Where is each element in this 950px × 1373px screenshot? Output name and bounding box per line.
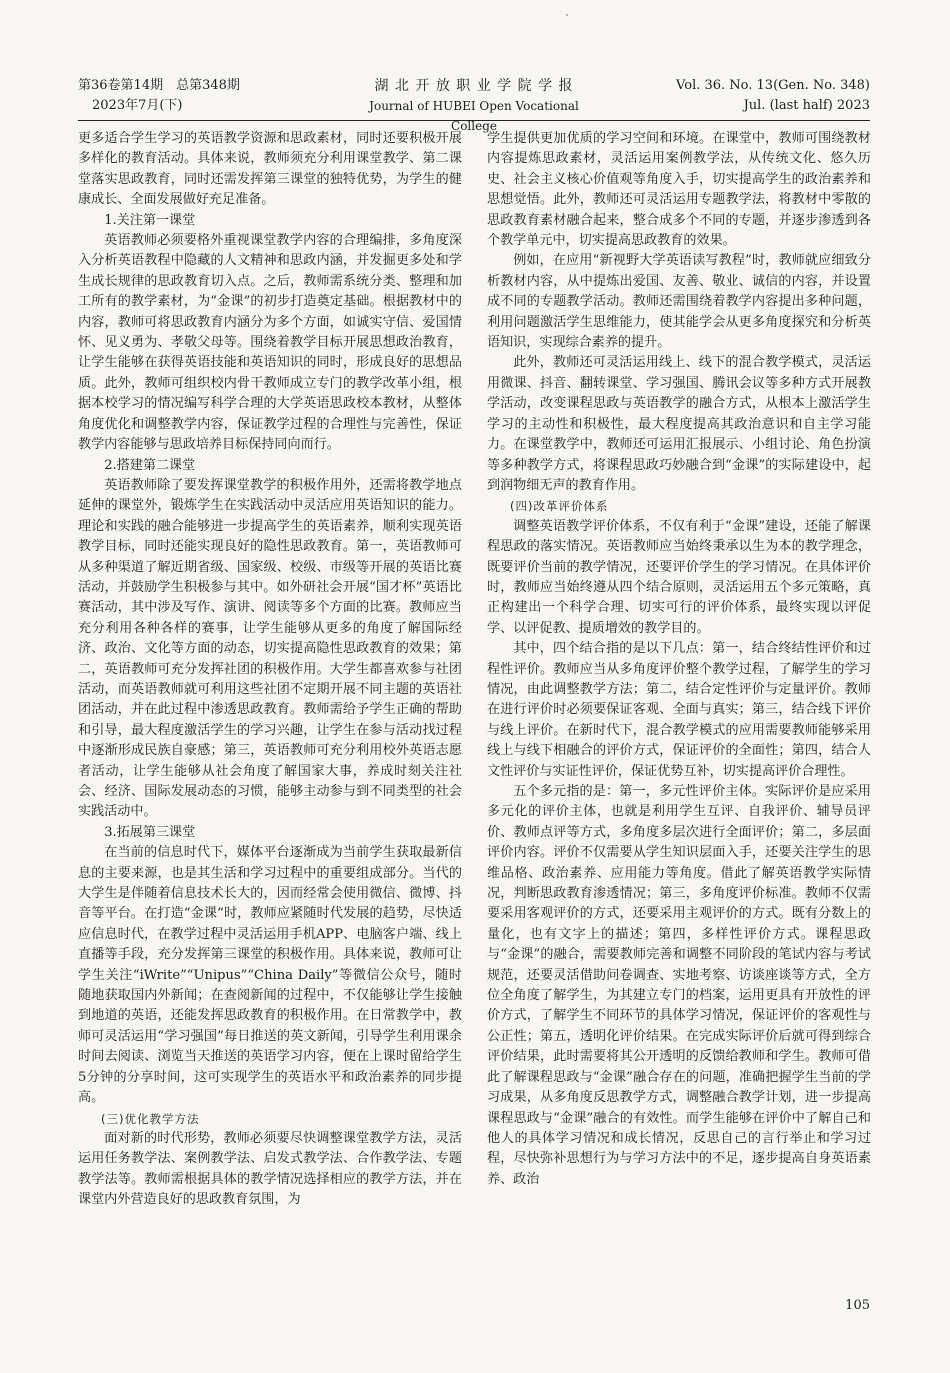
paragraph: 此外，教师还可灵活运用线上、线下的混合教学模式，灵活运用微课、抖音、翻转课堂、学习强国、腾讯会议等多种方式开展教学活动，改变课程思政与英语教学的融合方式，从根本上激活学生学习的主动性和积极性，最大程度提高其政治意识和自主学习能力。在课堂教学中，教师还可运用汇报展示、小组讨论、角色扮演等多种教学方式，将课程思政巧妙融合到“金课”的实际建设中，起到润物细无声的教育作用。 xyxy=(487,355,871,493)
issue-date-en: Jul. (last half) 2023 xyxy=(743,98,870,113)
subsection-heading: (四)改革评价体系 xyxy=(510,499,609,514)
paragraph: 面对新的时代形势，教师必须要尽快调整课堂教学方法，灵活运用任务教学法、案例教学法、启发式教学法、合作教学法、专题教学法等。教师需根据具体的教学情况选择相应的教学方法，并在课堂内外营造良好的思政教育氛围，为 xyxy=(78,1130,462,1208)
volume-issue-en: Vol. 36. No. 13(Gen. No. 348) xyxy=(676,78,870,93)
volume-issue: 第36卷第14期 总第348期 xyxy=(78,78,240,93)
section-heading: 2.搭建第二课堂 xyxy=(104,457,196,473)
paragraph: 英语教师除了要发挥课堂教学的积极作用外，还需将教学地点延伸的课堂外，锻炼学生在实践活动中灵活应用英语知识的能力。理论和实践的融合能够进一步提高学生的英语素养，顺利实现英语教学目标，同时还能实现良好的隐性思政教育。第一，英语教师可从多种渠道了解近期省级、国家级、校级、市级等开展的英语比赛活动，并鼓励学生积极参与其中。如外研社会开展“国才杯”英语比赛活动，其中涉及写作、演讲、阅读等多个方面的比赛。教师应当充分利用各种各样的赛事，让学生能够从更多的角度了解国际经济、政治、文化等方面的动态，切实提高隐性思政教育的效果；第二，英语教师可充分发挥社团的积极作用。大学生都喜欢参与社团活动，而英语教师就可利用这些社团不定期开展不同主题的英语社团活动，并在此过程中渗透思政教育。教师需给予学生正确的帮助和引导，最大程度激活学生的学习兴趣，让学生在参与活动找过程中逐渐形成民族自豪感；第三，英语教师可充分利用校外英语志愿者活动，让学生能够从社会角度了解国家大事，养成时刻关注社会、经济、国际发展动态的习惯，能够主动参与到不同类型的社会实践活动中。 xyxy=(78,477,462,820)
section-heading: 3.拓展第三课堂 xyxy=(104,824,196,840)
issue-date: 2023年7月(下) xyxy=(92,98,183,113)
paragraph: 例如，在应用“新视野大学英语读写教程”时，教师就应细致分析教材内容，从中提炼出爱国、友善、敬业、诚信的内容，并设置成不同的专题教学活动。教师还需围绕着教学内容提出多种问题，利用问题激活学生思维能力，使其能学会从更多角度探究和分析英语知识，实现综合素养的提升。 xyxy=(487,253,871,351)
subsection-heading: (三)优化教学方法 xyxy=(101,1111,200,1126)
left-column xyxy=(78,129,462,1211)
paragraph: 更多适合学生学习的英语教学资源和思政素材，同时还要积极开展多样化的教育活动。具体来说，教师须充分利用课堂教学、第二课堂落实思政教育，同时还需发挥第三课堂的独特优势，为学生的健康成长、全面发展做好充足准备。 xyxy=(78,131,462,208)
issue-info xyxy=(78,76,378,116)
issue-info-en xyxy=(590,76,870,116)
paragraph: 调整英语教学评价体系，不仅有利于“金课”建设，还能了解课程思政的落实情况。英语教师应当始终秉承以生为本的教学理念，既要评价当前的教学情况，还要评价学生的学习情况。在具体评价时，教师应当始终遵从四个结合原则，灵活运用五个多元策略，真正构建出一个科学合理、切实可行的评价体系，最终实现以评促学、以评促教、提质增效的教学目的。 xyxy=(487,518,871,636)
paragraph: 英语教师必须要格外重视课堂教学内容的合理编排，多角度深入分析英语教程中隐藏的人文精神和思政内涵，并发掘更多处和学生成长规律的思政教育切入点。之后，教师需系统分类、整理和加工所有的教学素材，为“金课”的初步打造奠定基础。根据教材中的内容，教师可将思政教育内涵分为多个方面，如诚实守信、爱国情怀、见义勇为、孝敬父母等。围绕着教学目标开展思想政治教育，让学生能够在获得英语技能和英语知识的同时，形成良好的思想品质。此外，教师可组织校内骨干教师成立专门的教学改革小组，根据本校学习的情况编写科学合理的大学英语思政校本教材，从整体角度优化和调整教学内容，保证教学过程的合理性与完善性，保证教学内容能够与思政培养目标保持同向而行。 xyxy=(78,233,462,453)
scan-mark xyxy=(566,14,568,16)
journal-title-en: Journal of HUBEI Open Vocational College xyxy=(369,99,579,133)
paragraph: 其中，四个结合指的是以下几点：第一，结合终结性评价和过程性评价。教师应当从多角度评价整个教学过程，了解学生的学习情况，由此调整教学方法；第二，结合定性评价与定量评价。教师在进行评价时必须要保证客观、全面与真实；第三，结合线下评价与线上评价。在新时代下，混合教学模式的应用需要教师能够采用线上与线下相融合的评价方式，保证评价的全面性；第四，结合人文性评价与实证性评价，保证优势互补，切实提高评价合理性。 xyxy=(487,641,871,779)
journal-title xyxy=(348,76,600,136)
section-heading: 1.关注第一课堂 xyxy=(104,212,196,228)
paragraph: 在当前的信息时代下，媒体平台逐渐成为当前学生获取最新信息的主要来源，也是其生活和学习过程中的重要组成部分。当代的大学生是伴随着信息技术长大的，因而经常会使用微信、微博、抖音等平台。在打造“金课”时，教师应紧随时代发展的趋势，尽快适应信息时代，在教学过程中灵活运用手机APP、电脑客户端、线上直播等手段，充分发挥第三课堂的积极作用。具体来说，教师可让学生关注“iWrite”“Unipus”“China Daily”等微信公众号，随时随地获取国内外新闻；在查阅新闻的过程中，不仅能够让学生接触到地道的英语，还能发挥思政教育的积极作用。在日常教学中，教师可灵活运用“学习强国”每日推送的英文新闻，引导学生利用课余时间去阅读、浏览当天推送的英语学习内容，便在上课时留给学生5分钟的分享时间，这可实现学生的英语水平和政治素养的同步提高。 xyxy=(78,845,462,1106)
running-header xyxy=(78,74,870,133)
right-column xyxy=(487,129,871,1190)
paragraph: 学生提供更加优质的学习空间和环境。在课堂中，教师可围绕教材内容提炼思政素材，灵活运用案例教学法，从传统文化、悠久历史、社会主义核心价值观等角度入手，切实提高学生的政治素养和思想觉悟。此外，教师还可灵活运用专题教学法，将教材中零散的思政教育素材融合起来，整合成多个不同的专题，并逐步渗透到各个教学单元中，切实提高思政教育的效果。 xyxy=(487,131,871,249)
paragraph: 五个多元指的是：第一，多元性评价主体。实际评价是应采用多元化的评价主体，也就是利用学生互评、自我评价、辅导员评价、教师点评等方式，多角度多层次进行全面评价；第二，多层面评价内容。评价不仅需要从学生知识层面入手，还要关注学生的思维品格、政治素养、应用能力等角度。借此了解英语教学实际情况，判断思政教育渗透情况；第三，多角度评价标准。教师不仅需要采用客观评价的方式，还要采用主观评价的方式。既有分数上的量化，也有文字上的描述；第四，多样性评价方式。课程思政与“金课”的融合，需要教师完善和调整不同阶段的笔试内容与考试规范，还要灵活借助问卷调查、实地考察、访谈座谈等方式，全方位全角度了解学生，为其建立专门的档案，运用更具有开放性的评价方式，了解学生不同环节的具体学习情况，保证评价的客观性与公正性；第五，透明化评价结果。在完成实际评价后就可得到综合评价结果，此时需要将其公开透明的反馈给教师和学生。教师可借此了解课程思政与“金课”融合存在的问题，准确把握学生当前的学习成果，从多角度反思教学方式，调整融合教学计划，进一步提高课程思政与“金课”融合的有效性。而学生能够在评价中了解自己和他人的具体学习情况和成长情况，反思自己的言行举止和学习过程，尽快弥补思想行为与学习方法中的不足，逐步提高自身英语素养、政治 xyxy=(487,784,871,1187)
journal-title-cn: 湖 北 开 放 职 业 学 院 学 报 xyxy=(374,78,574,94)
page-number: 105 xyxy=(845,1298,870,1313)
